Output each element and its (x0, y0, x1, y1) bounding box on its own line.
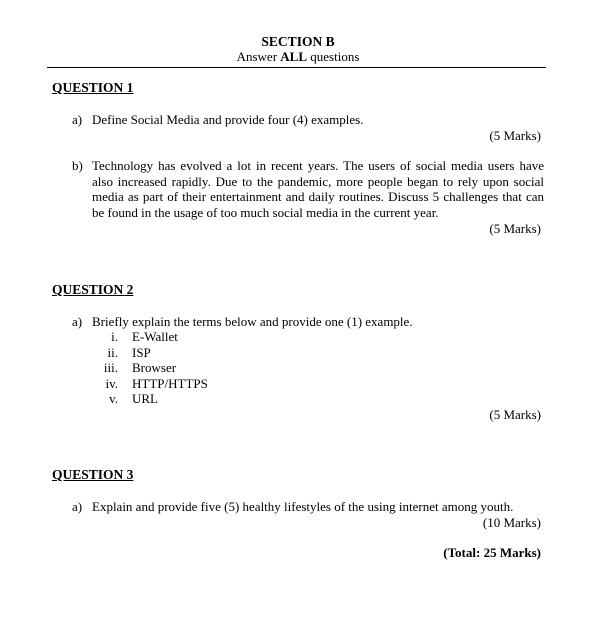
term-numeral: v. (109, 391, 118, 406)
term-numeral: i. (111, 329, 118, 344)
q3-a-text: Explain and provide five (5) healthy lifestyles of the using internet among youth. (92, 499, 514, 514)
q1-b-marks: (5 Marks) (489, 221, 541, 236)
term-numeral: ii. (107, 345, 118, 360)
term-browser: Browser (132, 360, 177, 375)
q1-b-text: Technology has evolved a lot in recent years. The users of social media users have also increased rapidly. Due to the pandemic, more people began to rely upon social media as part of their entertainment and daily routines. Discuss 5 challenges that can be found in the usage of too much social media in the current year. (92, 158, 544, 220)
question-3-heading: QUESTION 3 (52, 467, 134, 482)
q3-a-marks: (10 Marks) (482, 515, 541, 530)
term-numeral: iii. (103, 360, 118, 375)
term-url: URL (132, 391, 158, 406)
term-http-https: HTTP/HTTPS (132, 376, 208, 391)
total-marks: (Total: 25 Marks) (443, 545, 541, 560)
q2-a-marks: (5 Marks) (489, 407, 541, 422)
q1-a-marks: (5 Marks) (489, 128, 541, 143)
q1-a-text: Define Social Media and provide four (4) examples. (92, 112, 364, 127)
section-title: SECTION B (261, 34, 335, 49)
term-e-wallet: E-Wallet (132, 329, 178, 344)
term-numeral: iv. (105, 376, 118, 391)
instruction-bold: ALL (280, 49, 308, 64)
question-2-heading: QUESTION 2 (52, 282, 134, 297)
q2-a-text: Briefly explain the terms below and provide one (1) example. (92, 314, 413, 329)
q3-a-label: a) (72, 499, 83, 514)
section-instruction (0, 49, 596, 65)
instruction-suffix: questions (307, 49, 360, 64)
q2-a-label: a) (72, 314, 83, 329)
instruction-prefix: Answer (236, 49, 281, 64)
header-divider (47, 67, 546, 68)
q1-a-label: a) (72, 112, 83, 127)
term-isp: ISP (132, 345, 151, 360)
question-1-heading: QUESTION 1 (52, 80, 134, 95)
q1-b-label: b) (72, 158, 83, 173)
